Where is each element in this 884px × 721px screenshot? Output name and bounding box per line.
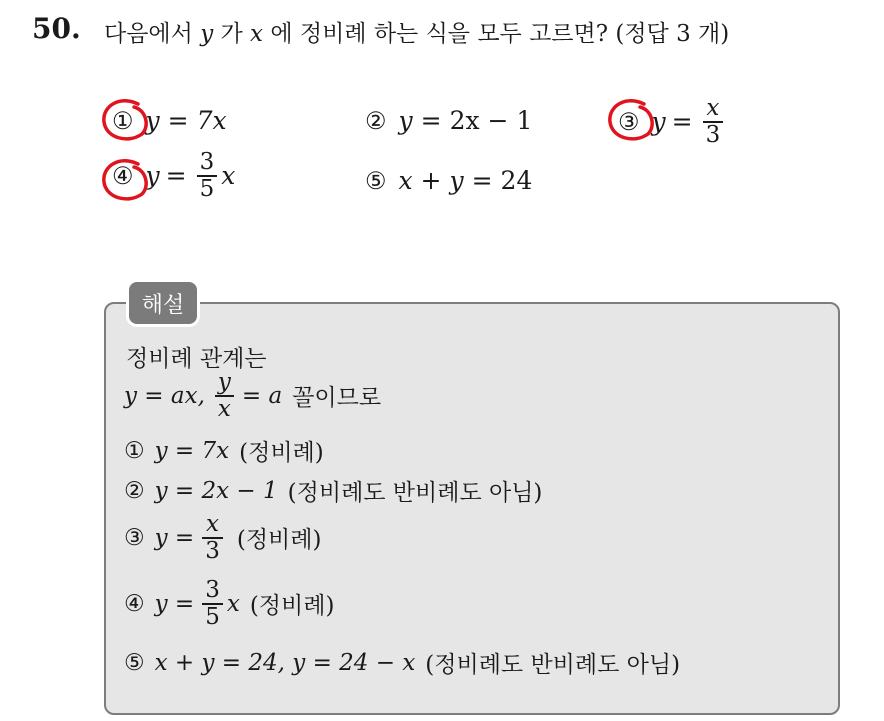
solution-form: [124, 370, 381, 422]
solution-intro: 정비례 관계는: [126, 346, 267, 372]
choice-1-lhs: y: [145, 106, 160, 135]
choice-4-fraction: [197, 150, 218, 202]
question-text: [104, 15, 729, 48]
solution-line-3-fraction: [202, 512, 223, 564]
circle-mark-icon: [98, 96, 154, 146]
choice-3-marker: ③: [618, 107, 640, 136]
question-number: 50.: [32, 12, 81, 45]
choice-4-op: =: [165, 161, 187, 191]
choice-3-op: =: [671, 107, 693, 137]
choice-4-marker: ④: [112, 161, 134, 190]
choice-2[interactable]: [365, 106, 532, 135]
choice-3-lhs: y: [651, 107, 666, 137]
solution-line-5-note: (정비례도 반비례도 아님): [425, 652, 681, 678]
solution-line-4-tail: x: [226, 590, 240, 617]
solution-line-5-marker: ⑤: [124, 649, 145, 676]
choice-4-lhs: y: [145, 161, 160, 191]
choice-3-fraction: [703, 96, 724, 148]
solution-line-4: [124, 578, 334, 630]
choice-1-rhs: 7x: [196, 106, 227, 135]
question-var-x: x: [250, 21, 264, 47]
choice-2-lhs: y: [398, 106, 413, 135]
solution-line-3-numerator: x: [206, 511, 220, 537]
solution-line-1-note: (정비례): [239, 440, 324, 466]
solution-line-5: [124, 646, 680, 679]
solution-line-2: [124, 474, 542, 507]
solution-line-3-note: (정비례): [236, 527, 322, 554]
solution-line-4-fraction: [202, 578, 223, 630]
solution-line-2-expr: y = 2x − 1: [154, 477, 278, 504]
circle-mark-icon: [98, 156, 154, 206]
choice-5-op: =: [471, 166, 493, 195]
solution-line-4-lhs: y =: [154, 590, 195, 617]
solution-form-denominator: x: [217, 395, 231, 422]
solution-form-rhs: = a: [241, 382, 283, 409]
solution-line-3: [124, 512, 321, 564]
solution-line-2-note: (정비례도 반비례도 아님): [287, 480, 543, 506]
solution-line-4-marker: ④: [124, 590, 145, 617]
solution-line-4-denominator: 5: [205, 603, 220, 630]
solution-form-fraction: [215, 370, 234, 422]
question-text-part2: 가: [220, 21, 243, 47]
choice-5[interactable]: [365, 166, 532, 195]
question-var-y: y: [200, 21, 214, 47]
solution-form-lhs: y = ax,: [124, 382, 205, 409]
choice-4-denominator: 5: [199, 175, 215, 202]
choice-3-denominator: 3: [705, 121, 721, 148]
question-text-part3: 에 정비례 하는 식을 모두 고르면? (정답 3 개): [270, 21, 730, 47]
choice-5-rhs: 24: [500, 166, 533, 195]
circle-mark-icon: [604, 96, 660, 146]
choice-1-op: =: [167, 106, 189, 135]
solution-tag: 해설: [129, 282, 197, 324]
solution-line-5-expr: x + y = 24, y = 24 − x: [154, 649, 416, 676]
solution-line-4-numerator: 3: [205, 577, 220, 603]
choice-2-op: =: [420, 106, 442, 135]
solution-line-1: [124, 434, 324, 467]
choice-1-marker: ①: [112, 106, 134, 135]
solution-line-3-marker: ③: [124, 524, 145, 551]
choice-2-marker: ②: [365, 106, 387, 135]
solution-form-numerator: y: [217, 369, 231, 395]
solution-line-2-marker: ②: [124, 477, 145, 504]
solution-line-1-expr: y = 7x: [154, 437, 230, 464]
choice-5-marker: ⑤: [365, 166, 387, 195]
solution-line-4-note: (정비례): [249, 593, 335, 620]
solution-form-suffix: 꼴이므로: [292, 385, 382, 412]
question-text-part1: 다음에서: [104, 21, 193, 47]
solution-line-3-denominator: 3: [205, 537, 220, 564]
choice-3-numerator: x: [706, 95, 720, 121]
choice-4-tail: x: [221, 161, 236, 191]
choice-2-rhs: 2x − 1: [449, 106, 533, 135]
choice-5-lhs: x + y: [398, 166, 464, 195]
choice-4-numerator: 3: [199, 149, 215, 175]
solution-line-1-marker: ①: [124, 437, 145, 464]
solution-line-3-lhs: y =: [154, 524, 195, 551]
